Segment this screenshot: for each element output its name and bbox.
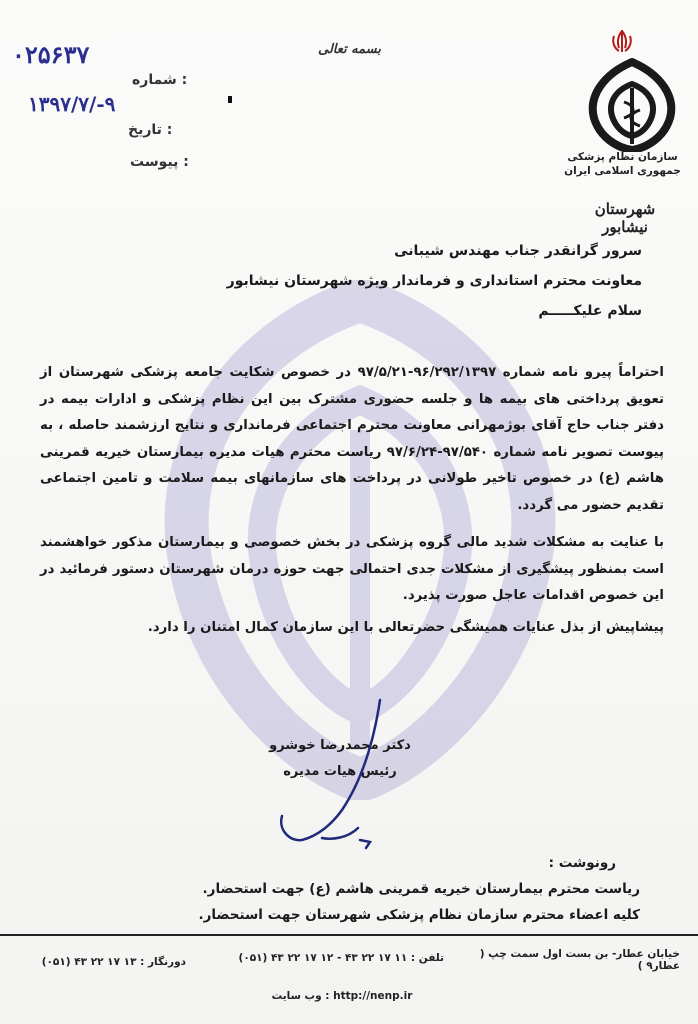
addressee-line-2: معاونت محترم استانداری و فرماندار ویژه شهرستان نیشابور [226,273,642,289]
footer-address: خیابان عطار- بن بست اول سمت چپ ( عطار۹ ) [479,948,680,972]
signer-name: دکتر محمدرضا خوشرو [269,738,411,753]
website-url[interactable]: http://nenp.ir [333,990,413,1002]
medical-council-logo-icon [584,58,680,152]
number-label: : شماره [132,72,188,88]
signer-title: رئیس هیات مدیره [283,764,397,779]
website-label: : وب سایت [271,990,330,1002]
footer-phone: تلفن : ۱۱ ۱۷ ۲۲ ۴۳ - ۱۲ ۱۷ ۲۲ ۴۳ (۰۵۱) [238,952,444,964]
org-name: سازمان نظام پزشکی جمهوری اسلامی ایران [564,151,681,177]
greeting: سلام علیکـــــم [538,303,642,319]
body-paragraph-1: احتراماً پیرو نامه شماره ۹۶/۲۹۲/۱۳۹۷-۹۷/۵/۲۱ در خصوص شکایت جامعه پزشکی شهرستان از تعویق پرداختی های بیمه ها و جلسه حضوری مشترک بین این نظام پزشکی و ادارات بیمه در دفتر جناب حاج آقای بوژمهرانی معاونت محترم اجتماعی فرمانداری و نتایج ارزشمند حاصله ، به پیوست تصویر نامه شماره ۹۷/۵۴۰-۹۷/۶/۲۴ ریاست محترم هیات مدیره بیمارستان خیریه قمرینی هاشم (ع) در خصوص تاخیر طولانی در پرداخت های سازمانهای بیمه سلامت و تامین اجتماعی تقدیم حضور می گردد. [40,365,664,513]
footer-divider [0,934,698,936]
footer-fax: دورنگار : ۱۳ ۱۷ ۲۲ ۴۳ (۰۵۱) [41,956,186,968]
org-city: شهرستان نیشابور [594,200,656,236]
letter-number-value: ۰۲۵۶۳۷ [12,40,90,69]
basmala-mark: بسمه تعالی [318,42,381,57]
handwritten-signature [262,690,422,860]
body-paragraph-2: با عنایت به مشکلات شدید مالی گروه پزشکی در بخش خصوصی و بیمارستان مذکور خواهشمند است بمنظور پیشگیری از مشکلات جدی احتمالی جهت حوزه درمان شهرستان دستور فرمائید در این خصوص اقدامات عاجل صورت پذیرد. [40,535,664,603]
attachment-label: : پیوست [130,154,189,170]
footer-website-row [262,990,422,1002]
ink-dot [228,96,232,103]
cc-line-2: کلیه اعضاء محترم سازمان نظام پزشکی شهرستان جهت استحضار. [198,907,640,923]
body-paragraph-3: پیشاپیش از بذل عنایات همیشگی حضرتعالی با این سازمان کمال امتنان را دارد. [147,620,664,635]
date-label: : تاریخ [128,122,173,138]
cc-line-1: ریاست محترم بیمارستان خیریه قمرینی هاشم (ع) جهت استحضار. [202,881,640,897]
cc-heading: رونوشت : [548,855,616,871]
iran-emblem-icon [608,28,636,56]
letter-date-value: ۱۳۹۷/۷/-۹ [28,92,116,116]
addressee-line-1: سرور گرانقدر جناب مهندس شیبانی [394,243,642,259]
